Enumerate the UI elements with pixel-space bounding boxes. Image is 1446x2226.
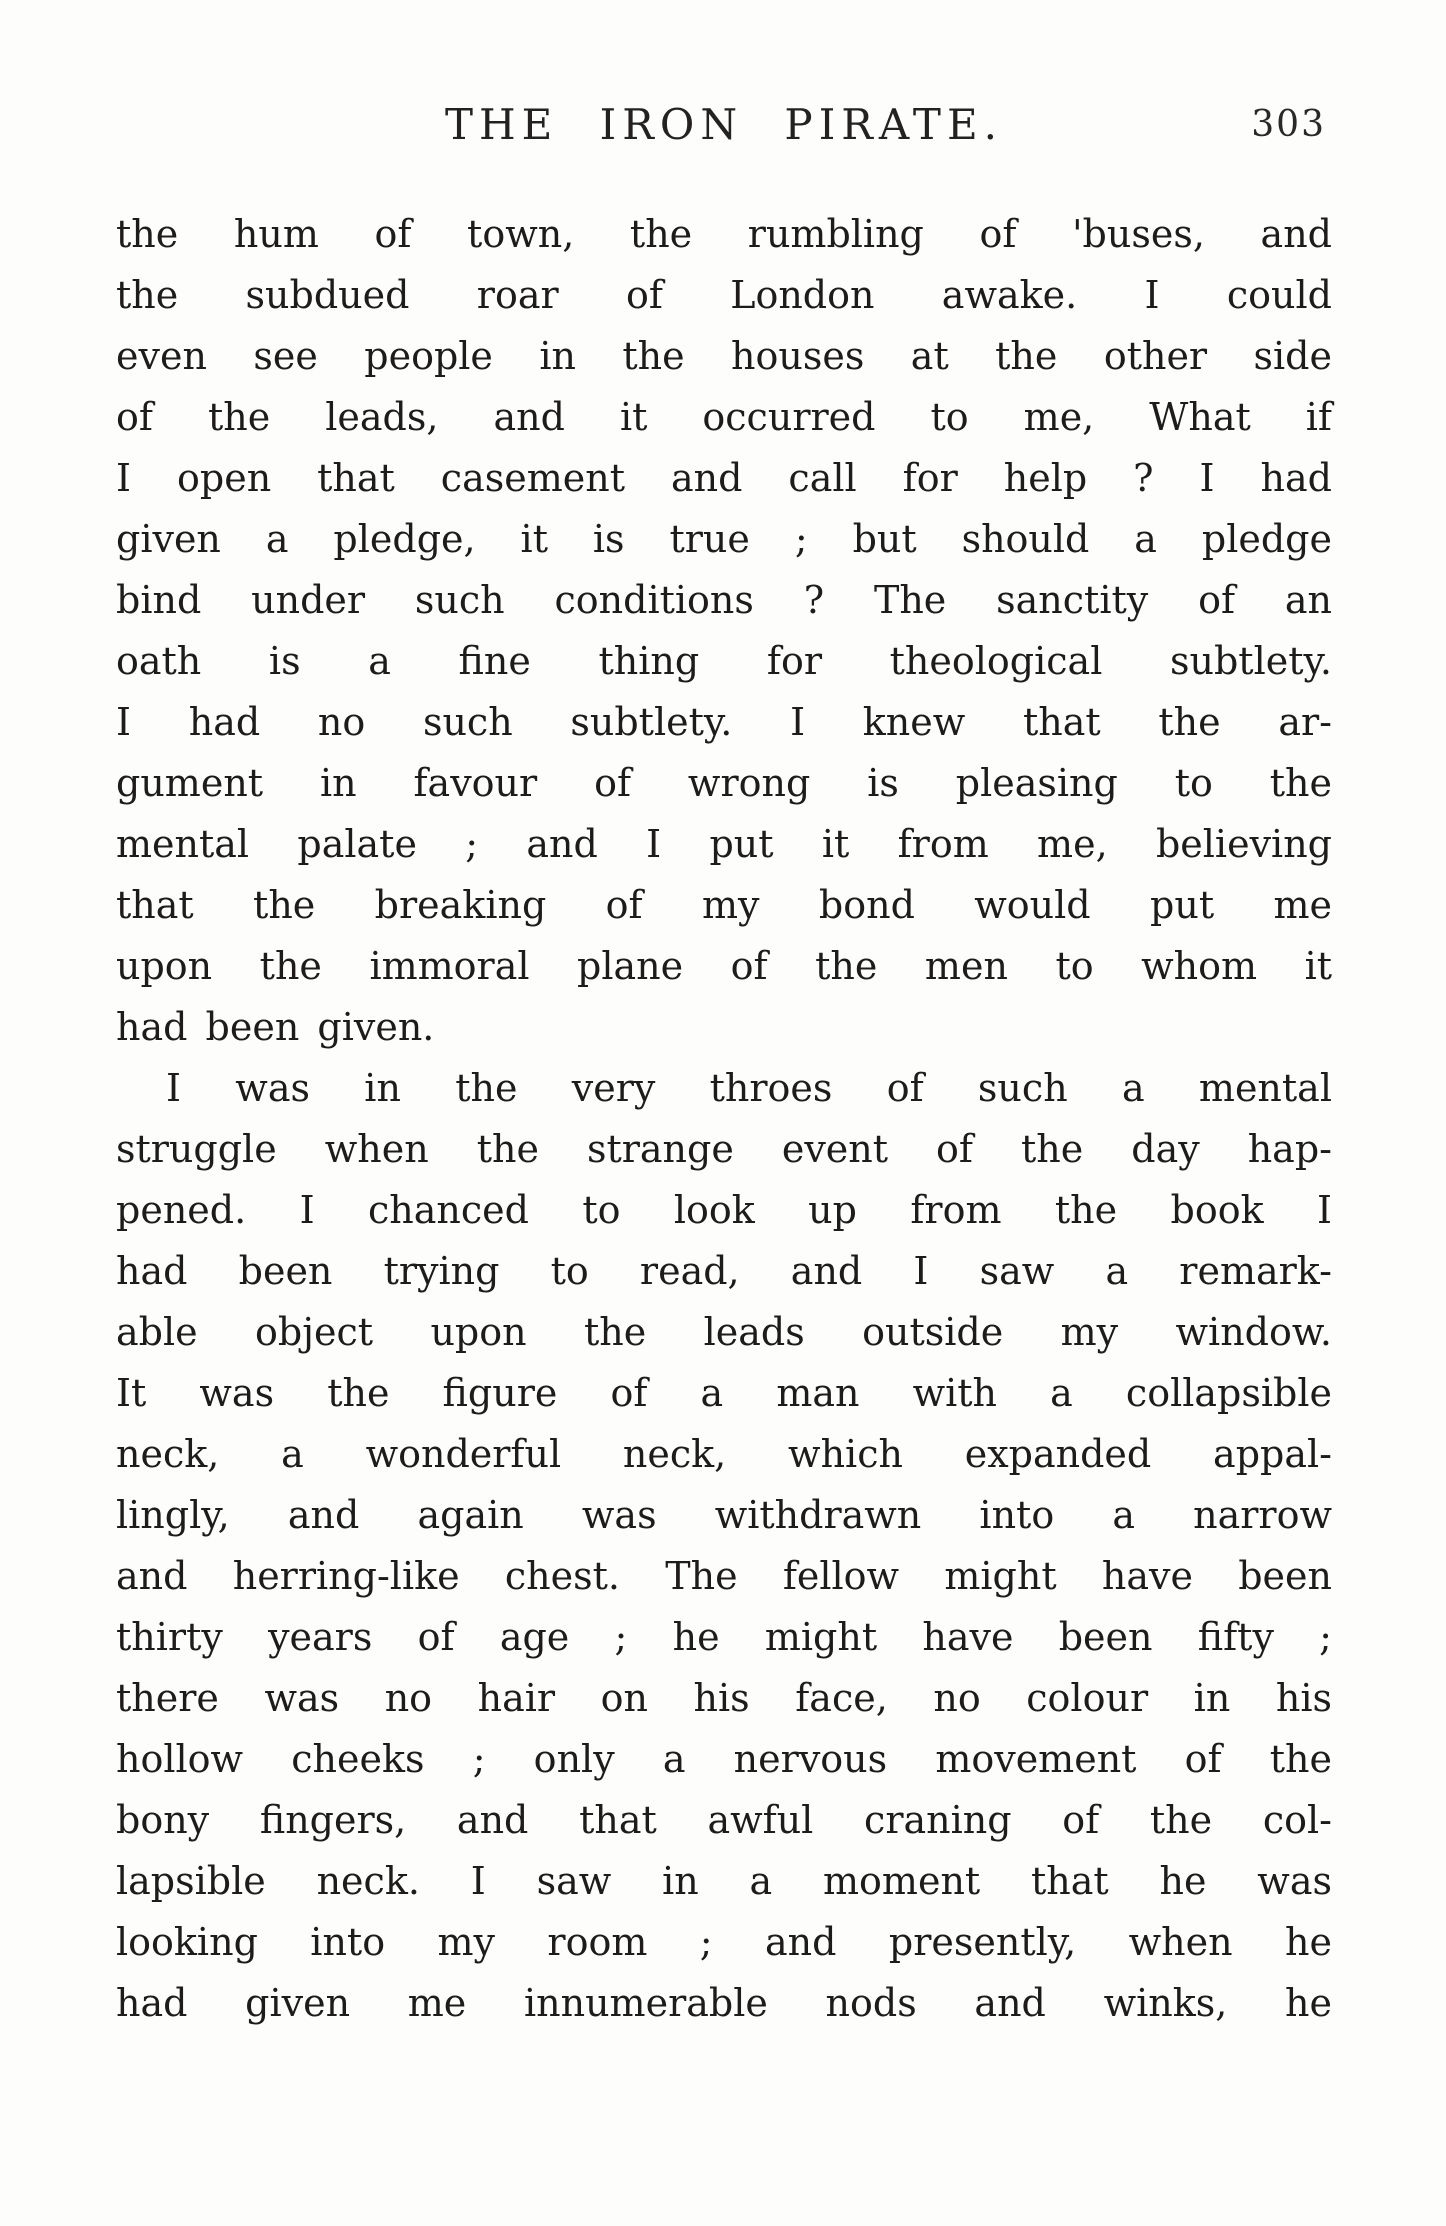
text-line: hollow cheeks ; only a nervous movement of the [116, 1737, 1332, 1781]
text-line: lapsible neck. I saw in a moment that he was [116, 1859, 1332, 1903]
text-line: looking into my room ; and presently, when he [116, 1920, 1332, 1964]
text-line: I had no such subtlety. I knew that the ar- [116, 700, 1332, 744]
text-line: given a pledge, it is true ; but should a pledge [116, 517, 1332, 561]
text-line: bony fingers, and that awful craning of the col- [116, 1798, 1332, 1842]
text-line: mental palate ; and I put it from me, believing [116, 822, 1332, 866]
page-header [116, 100, 1332, 156]
text-line: had been trying to read, and I saw a remark- [116, 1249, 1332, 1293]
text-line: pened. I chanced to look up from the book I [116, 1188, 1332, 1232]
text-line: had been given. [116, 1005, 435, 1049]
text-line: struggle when the strange event of the day hap- [116, 1127, 1332, 1171]
text-line: even see people in the houses at the other side [116, 334, 1332, 378]
text-line: I was in the very throes of such a mental [166, 1066, 1332, 1110]
text-line: there was no hair on his face, no colour in his [116, 1676, 1332, 1720]
text-line: and herring-like chest. The fellow might have been [116, 1554, 1332, 1598]
text-line: neck, a wonderful neck, which expanded appal- [116, 1432, 1332, 1476]
text-line: lingly, and again was withdrawn into a narrow [116, 1493, 1332, 1537]
text-line: the subdued roar of London awake. I could [116, 273, 1332, 317]
text-line: had given me innumerable nods and winks, he [116, 1981, 1332, 2025]
text-line: I open that casement and call for help ? I had [116, 456, 1332, 500]
text-line: bind under such conditions ? The sanctity of an [116, 578, 1332, 622]
text-line: of the leads, and it occurred to me, What if [116, 395, 1332, 439]
text-line: It was the figure of a man with a collapsible [116, 1371, 1332, 1415]
body-text [116, 204, 1332, 2034]
text-line: oath is a fine thing for theological subtlety. [116, 639, 1332, 683]
page-number: 303 [1251, 104, 1326, 145]
text-line: that the breaking of my bond would put me [116, 883, 1332, 927]
text-line: the hum of town, the rumbling of 'buses, and [116, 212, 1332, 256]
text-line: thirty years of age ; he might have been fifty ; [116, 1615, 1332, 1659]
text-line: able object upon the leads outside my window. [116, 1310, 1332, 1354]
text-line: upon the immoral plane of the men to whom it [116, 944, 1332, 988]
running-title: THE IRON PIRATE. [445, 100, 1003, 149]
text-line: gument in favour of wrong is pleasing to the [116, 761, 1332, 805]
page-content [116, 100, 1332, 2034]
